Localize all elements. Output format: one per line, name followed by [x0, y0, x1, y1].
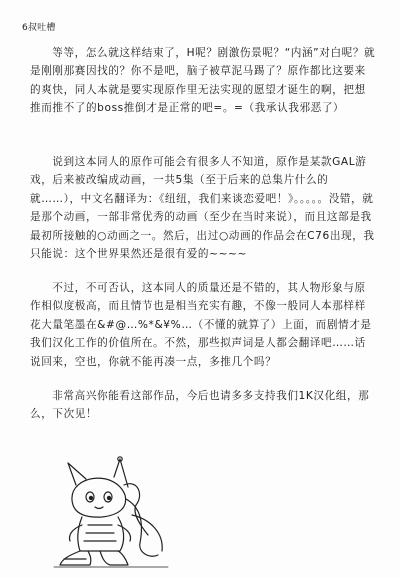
paragraph-4: 非常高兴你能看这部作品，今后也请多多支持我们1K汉化组，那么，下次见！: [30, 390, 370, 421]
page-title: 6叔吐槽: [22, 23, 56, 33]
paragraph-1: 等等，怎么就这样结束了，H呢？剧激伤景呢？“内涵”对白呢？就是刚刚那赛因找的？你不是吧，脑子被草泥马踢了？原作都比这要来的爽快，同人本就是要实现原作里无法实现的愿望才诞生的啊，把想推而推不了的boss推倒才是正常的吧=。=（我承认我邪恶了）: [30, 47, 376, 115]
paragraph-2: 说到这本同人的原作可能会有很多人不知道，原作是某款GAL游戏，后来被改编成动画，一共5集（至于后来的总集片什么的就……），中文名翻译为：《纽纽，我们来谈恋爱吧！》。。。。。没错，就是那个动画，一部非常优秀的动画（至少在当时来说），而且这部是我最初所接触的○动画之一。然后，出过○动画的作品会在C76出现，我只能说：这个世界果然还是很有爱的~~~~: [30, 156, 375, 261]
paragraph-3: 不过，不可否认，这本同人的质量还是不错的，其人物形象与原作相似度极高，而且情节也是相当充实有趣，不像一般同人本那样样花大量笔墨在&#@…%*&¥%…（不懂的就算了）上面，而剧情才是我们汉化工作的价值所在。不然，那些拟声词是人都会翻译吧……话说回来，空也，你就不能再凑一点，多推几个吗？: [30, 282, 372, 368]
chibi-illustration: [40, 455, 190, 570]
